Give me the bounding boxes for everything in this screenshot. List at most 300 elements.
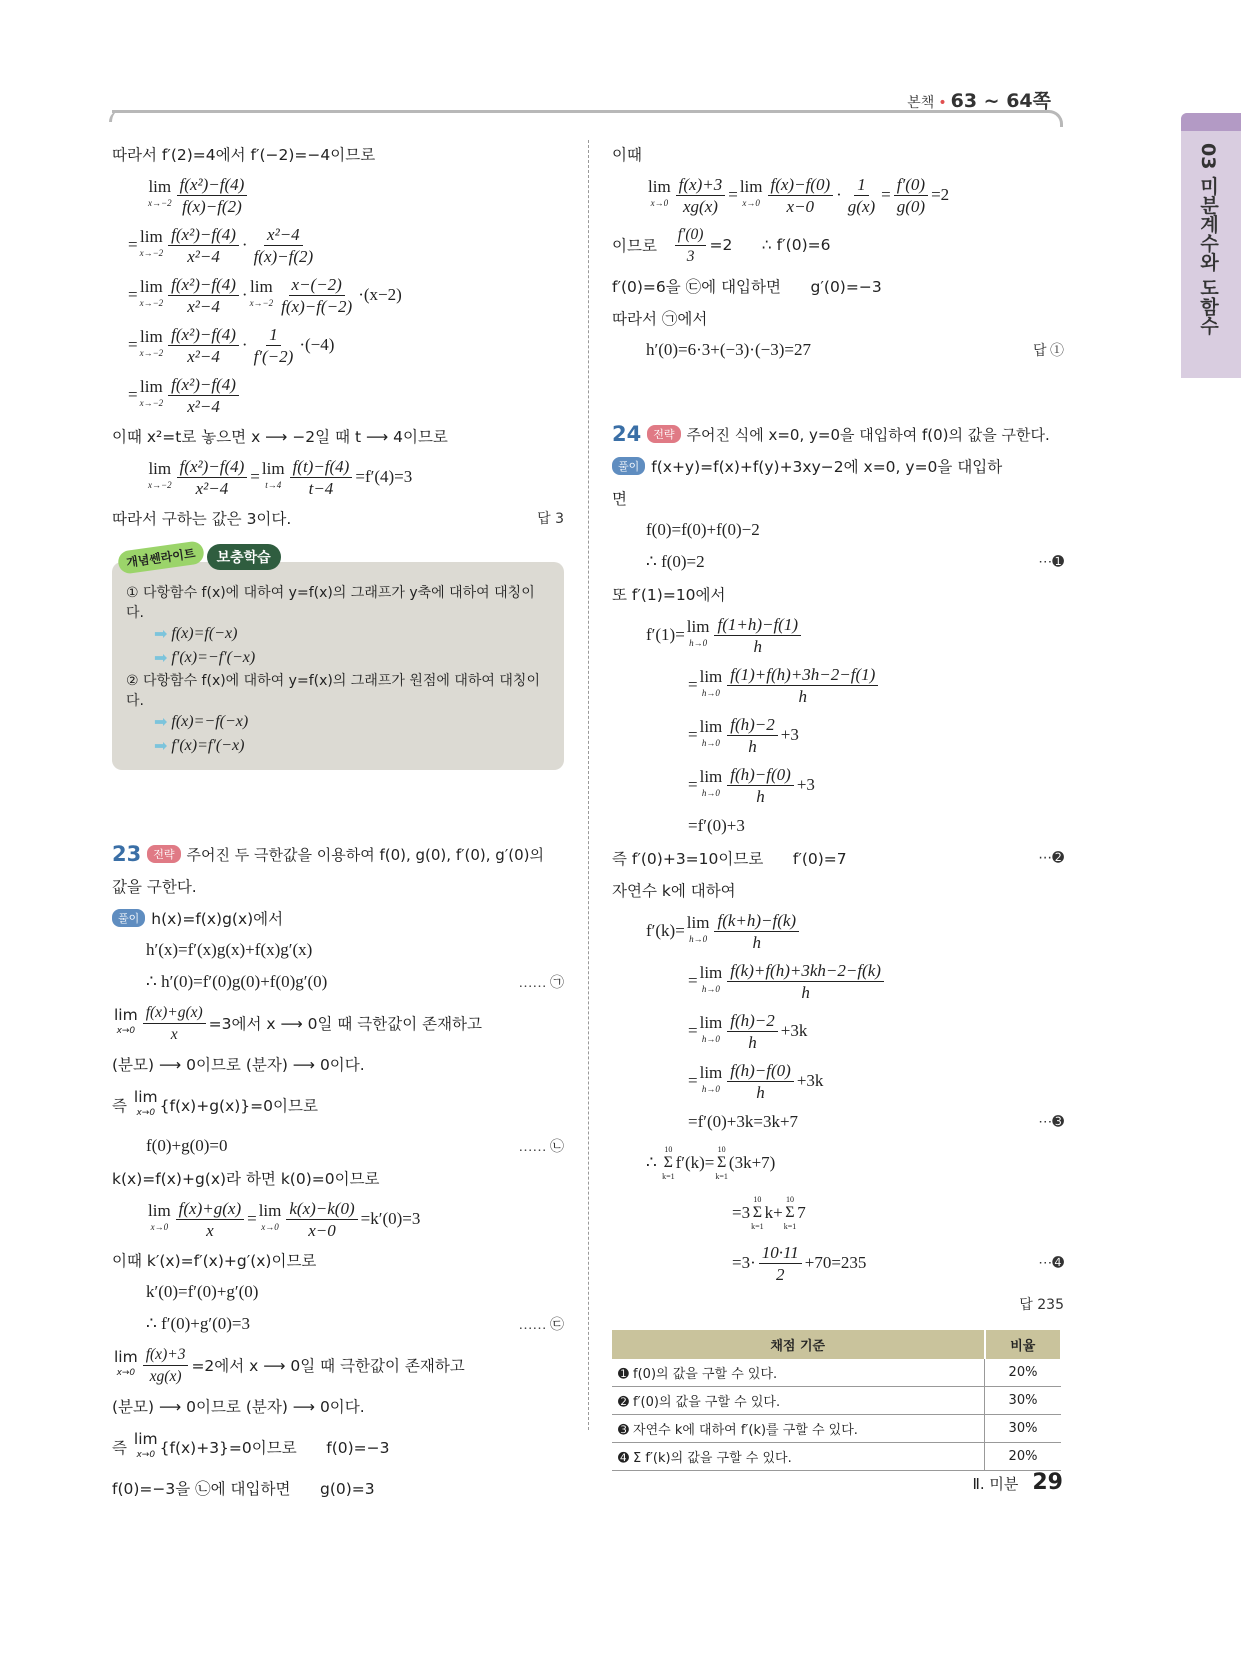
math-text: = — [247, 1209, 257, 1228]
numerator: f′(0) — [894, 174, 928, 196]
math-text: (3k+7) — [728, 1153, 776, 1172]
denominator: h — [801, 982, 810, 1002]
text-line — [112, 1194, 564, 1244]
lim-subscript: h→0 — [701, 984, 720, 994]
denominator: f(x)−f(−2) — [281, 296, 353, 316]
concept-formula: f(x)=−f(−x) — [171, 713, 249, 730]
chapter-tab-label: 03 미분계수와 도함수 — [1197, 143, 1219, 335]
math-text: 주어진 식에 x=0, y=0을 대입하여 f(0)의 값을 구한다. — [686, 425, 1050, 444]
lim-subscript: x→−2 — [139, 398, 164, 408]
numerator: 1 — [854, 174, 869, 196]
limit — [148, 461, 172, 493]
sum-upper: 10 — [785, 1195, 794, 1204]
math-text: = — [250, 467, 260, 486]
text-line — [112, 1244, 564, 1276]
numerator: f(t)−f(4) — [290, 456, 353, 478]
math-text: {f(x)+g(x)}=0이므로 — [159, 1097, 318, 1115]
numerator: f(x)+g(x) — [143, 1002, 206, 1024]
grading-criterion: ➌ 자연수 k에 대하여 f′(k)를 구할 수 있다. — [612, 1415, 985, 1443]
column-divider — [588, 140, 589, 1430]
fraction — [143, 1344, 189, 1387]
lim-text: lim — [133, 1430, 158, 1448]
arrow-icon: ➡ — [154, 650, 168, 667]
math-text: = — [881, 185, 891, 204]
limit — [114, 1007, 138, 1039]
fraction — [177, 456, 248, 499]
limit — [140, 229, 164, 261]
denominator: g(0) — [896, 196, 926, 216]
grading-criterion: ➋ f′(0)의 값을 구할 수 있다. — [612, 1387, 985, 1415]
math-text: 이때 k′(x)=f′(x)+g′(x)이므로 — [112, 1252, 317, 1270]
lim-text: lim — [686, 913, 710, 932]
lim-subscript: x→−2 — [249, 298, 274, 308]
limit — [700, 1065, 723, 1097]
math-text: h′(0)=6·3+(−3)·(−3)=27 — [646, 340, 811, 359]
lim-text: lim — [699, 963, 723, 982]
text-line — [112, 998, 564, 1048]
math-text: · — [241, 285, 248, 304]
math-text: ∴ — [646, 1153, 662, 1172]
numerator: f(h)−2 — [727, 714, 778, 736]
step-marker: …… ㉠ — [518, 976, 564, 991]
lim-subscript: h→0 — [701, 738, 720, 748]
limit — [262, 461, 285, 493]
text-line — [612, 810, 1064, 842]
math-text: 이므로 — [612, 237, 672, 255]
numerator: k(x)−k(0) — [286, 1198, 357, 1220]
numerator: f(k)+f(h)+3kh−2−f(k) — [727, 960, 884, 982]
math-text: = — [128, 385, 138, 404]
math-text: =3에서 x ⟶ 0일 때 극한값이 존재하고 — [208, 1015, 482, 1033]
limit — [700, 1015, 723, 1047]
math-text: +3k — [796, 1071, 824, 1090]
text-line — [612, 138, 1064, 170]
math-text: f′(k)= — [646, 921, 685, 940]
lim-text: lim — [114, 1348, 138, 1366]
lim-text: lim — [258, 1201, 282, 1220]
step-marker: …… ㉢ — [518, 1318, 564, 1333]
math-text: =f′(0)+3 — [688, 816, 745, 835]
lim-subscript: x→0 — [742, 198, 760, 208]
grading-row — [612, 1415, 1061, 1443]
math-text: h′(x)=f′(x)g(x)+f(x)g′(x) — [146, 940, 313, 959]
chapter-tab[interactable] — [1181, 113, 1241, 378]
denominator: x²−4 — [187, 246, 220, 266]
numerator: f(x²)−f(4) — [177, 456, 248, 478]
math-text: 이때 — [612, 146, 642, 164]
text-line — [612, 302, 1064, 334]
limit — [134, 1089, 158, 1121]
text-line — [112, 420, 564, 452]
math-text: +3 — [796, 775, 815, 794]
lim-subscript: h→0 — [701, 688, 720, 698]
math-text: 7 — [797, 1203, 806, 1222]
math-text: k+ — [764, 1203, 783, 1222]
math-text: f(0)=−3을 ㉡에 대입하면 g(0)=3 — [112, 1480, 375, 1498]
math-text: = — [128, 335, 138, 354]
limit — [740, 179, 763, 211]
math-text: =2에서 x ⟶ 0일 때 극한값이 존재하고 — [191, 1357, 465, 1375]
text-line — [112, 1422, 564, 1472]
numerator: f(x²)−f(4) — [177, 174, 248, 196]
numerator: f(1+h)−f(1) — [714, 614, 801, 636]
math-text: 즉 — [112, 1097, 132, 1115]
lim-subscript: x→−2 — [139, 298, 164, 308]
lim-subscript: h→0 — [689, 638, 708, 648]
sigma-icon: Σ — [785, 1204, 795, 1221]
concept-box-tag — [118, 544, 281, 570]
sum-lower: k=1 — [751, 1222, 764, 1231]
lim-text: lim — [686, 617, 710, 636]
text-line — [612, 334, 1064, 366]
fraction — [168, 374, 239, 417]
step-marker: …… ㉡ — [518, 1140, 564, 1155]
text-line — [112, 1276, 564, 1308]
denominator: h — [752, 932, 762, 952]
limit — [250, 279, 274, 311]
math-text: 즉 — [112, 1439, 132, 1457]
strategy-badge: 전략 — [647, 425, 680, 443]
lim-text: lim — [261, 459, 285, 478]
text-line — [112, 1080, 564, 1130]
limit — [140, 329, 164, 361]
sum-lower: k=1 — [662, 1172, 675, 1181]
text-line — [612, 1138, 1064, 1188]
denominator: f(x)−f(2) — [182, 196, 242, 216]
lim-text: lim — [699, 767, 723, 786]
step-marker: 답 3 — [537, 511, 564, 527]
header-rule — [112, 110, 1063, 127]
lim-subscript: h→0 — [689, 934, 708, 944]
text-line — [112, 934, 564, 966]
step-marker: ⋯➍ — [1038, 1255, 1064, 1271]
grading-header-ratio: 비율 — [985, 1330, 1062, 1359]
grading-criterion: ➍ Σ f′(k)의 값을 구할 수 있다. — [612, 1443, 985, 1471]
dot-icon: • — [938, 95, 947, 111]
problem-23-24 — [612, 138, 1064, 1320]
text-line — [612, 220, 1064, 270]
limit — [700, 719, 723, 751]
text-line — [612, 710, 1064, 760]
math-text: h(x)=f(x)g(x)에서 — [151, 910, 284, 928]
denominator: x−0 — [308, 1220, 336, 1240]
fraction — [676, 174, 726, 217]
math-text: = — [688, 675, 698, 694]
text-line — [112, 320, 564, 370]
limit — [134, 1431, 158, 1463]
limit — [700, 965, 723, 997]
fraction — [286, 1198, 357, 1241]
math-text: ∴ f′(0)+g′(0)=3 — [146, 1314, 250, 1333]
page-reference — [907, 86, 1051, 113]
fraction — [168, 324, 239, 367]
numerator: f(x²)−f(4) — [168, 224, 239, 246]
grading-ratio: 30% — [985, 1387, 1062, 1415]
math-text: f(x+y)=f(x)+f(y)+3xy−2에 x=0, y=0을 대입하 — [651, 458, 1003, 476]
denominator: x²−4 — [187, 346, 220, 366]
limit — [140, 379, 164, 411]
lim-text: lim — [699, 667, 723, 686]
concept-item: ② 다항함수 f(x)에 대하여 y=f(x)의 그래프가 원점에 대하여 대칭이다. — [126, 673, 540, 709]
fraction — [727, 960, 884, 1003]
math-text: f′(k)= — [675, 1153, 715, 1172]
numerator: f(x²)−f(4) — [168, 324, 239, 346]
text-line — [612, 956, 1064, 1006]
fraction — [768, 174, 834, 217]
text-line — [112, 370, 564, 420]
denominator: h — [748, 736, 757, 756]
math-text: =f′(0)+3k=3k+7 — [688, 1112, 799, 1131]
strategy-badge: 전략 — [147, 845, 180, 863]
right-column — [612, 138, 1064, 1471]
denominator: h — [753, 636, 762, 656]
numerator: f(k+h)−f(k) — [714, 910, 799, 932]
math-text: = — [688, 775, 698, 794]
text-line — [612, 842, 1064, 874]
grading-row — [612, 1443, 1061, 1471]
text-line — [112, 138, 564, 170]
left-column — [112, 138, 564, 1504]
math-text: · — [241, 335, 248, 354]
text-line — [612, 418, 1064, 450]
math-text: = — [688, 1021, 698, 1040]
concept-subitem — [126, 646, 550, 670]
text-line — [112, 1048, 564, 1080]
text-line — [612, 1188, 1064, 1238]
math-text: = — [688, 1071, 698, 1090]
numerator: x²−4 — [264, 224, 303, 246]
sum-lower: k=1 — [715, 1172, 728, 1181]
numerator: f′(0) — [675, 224, 707, 246]
lim-subscript: x→−2 — [139, 348, 164, 358]
fraction — [759, 1242, 802, 1285]
text-line — [612, 270, 1064, 302]
fraction — [177, 174, 248, 217]
math-text: 면 — [612, 490, 627, 508]
math-text: f′(0)=6을 ㉢에 대입하면 g′(0)=−3 — [612, 278, 882, 296]
denominator: f(x)−f(2) — [253, 246, 314, 266]
text-line — [612, 450, 1064, 482]
problem-23 — [112, 838, 564, 1504]
text-line — [112, 1308, 564, 1340]
lim-subscript: h→0 — [701, 1034, 720, 1044]
limit — [648, 179, 671, 211]
numerator: f(x)+3 — [143, 1344, 189, 1366]
math-text: 또 f′(1)=10에서 — [612, 586, 726, 604]
fraction — [727, 714, 778, 757]
arrow-icon: ➡ — [154, 714, 168, 731]
grading-ratio: 30% — [985, 1415, 1062, 1443]
fraction — [143, 1002, 206, 1045]
denominator: xg(x) — [149, 1367, 182, 1385]
math-text: +3k — [780, 1021, 808, 1040]
step-marker: ⋯➌ — [1038, 1114, 1064, 1130]
concept-box-title: 보충학습 — [207, 544, 281, 570]
denominator: x²−4 — [187, 396, 220, 416]
sigma-icon: Σ — [663, 1154, 673, 1171]
text-line — [612, 366, 1064, 418]
math-text: 따라서 구하는 값은 3이다. — [112, 510, 292, 528]
math-text: ∴ h′(0)=f′(0)g(0)+f(0)g′(0) — [146, 972, 328, 991]
problem-number: 23 — [112, 842, 142, 866]
fraction — [845, 174, 878, 217]
math-text: 따라서 f′(2)=4에서 f′(−2)=−4이므로 — [112, 146, 376, 164]
lim-subscript: x→0 — [116, 1026, 136, 1036]
concept-item: ① 다항함수 f(x)에 대하여 y=f(x)의 그래프가 y축에 대하여 대칭이다. — [126, 585, 535, 621]
text-line — [612, 514, 1064, 546]
fraction — [251, 224, 317, 267]
lim-text: lim — [148, 177, 172, 196]
summation — [715, 1144, 728, 1182]
summation — [751, 1194, 764, 1232]
text-line — [112, 870, 564, 902]
limit — [148, 1203, 171, 1235]
math-text: 이때 x²=t로 놓으면 x ⟶ −2일 때 t ⟶ 4이므로 — [112, 428, 448, 446]
book-label: 본책 — [907, 95, 935, 111]
denominator: h — [748, 1032, 757, 1052]
arrow-icon: ➡ — [154, 738, 168, 755]
fraction — [714, 910, 799, 953]
text-line — [612, 610, 1064, 660]
math-text: ∴ f(0)=2 — [646, 552, 705, 571]
sum-upper: 10 — [753, 1195, 762, 1204]
grading-row — [612, 1359, 1061, 1387]
step-marker: ⋯➋ — [1038, 850, 1064, 866]
page-footer — [972, 1470, 1063, 1495]
math-text: = — [128, 285, 138, 304]
text-line — [612, 906, 1064, 956]
grading-ratio: 20% — [985, 1359, 1062, 1387]
text-line — [112, 452, 564, 502]
denominator: x²−4 — [187, 296, 220, 316]
numerator: f(x²)−f(4) — [168, 374, 239, 396]
math-text: f(0)=f(0)+f(0)−2 — [646, 520, 760, 539]
sum-lower: k=1 — [783, 1222, 797, 1231]
limit — [140, 279, 164, 311]
lim-text: lim — [699, 717, 723, 736]
limit — [148, 179, 172, 211]
spacer — [112, 770, 564, 838]
grading-criterion: ➊ f(0)의 값을 구할 수 있다. — [612, 1359, 985, 1387]
text-line — [112, 838, 564, 870]
concept-formula: f′(x)=−f′(−x) — [171, 649, 256, 666]
problem-number: 24 — [612, 422, 642, 446]
fraction — [727, 1060, 794, 1103]
solution-badge: 풀이 — [112, 909, 145, 927]
fraction — [278, 274, 355, 317]
text-line — [112, 1472, 564, 1504]
denominator: h — [798, 686, 808, 706]
sum-upper: 10 — [664, 1145, 673, 1154]
lim-subscript: x→0 — [261, 1222, 279, 1232]
text-line — [112, 270, 564, 320]
lim-text: lim — [140, 327, 163, 346]
limit — [700, 769, 723, 801]
text-line — [612, 546, 1064, 578]
step-marker: 답 ① — [1032, 344, 1064, 359]
grading-header-criteria: 채점 기준 — [612, 1330, 985, 1359]
text-line — [612, 578, 1064, 610]
text-line — [612, 760, 1064, 810]
concept-formula: f′(x)=f′(−x) — [171, 737, 245, 754]
text-line — [612, 482, 1064, 514]
lim-text: lim — [250, 277, 273, 296]
math-text: f(0)+g(0)=0 — [146, 1136, 228, 1155]
math-text: 자연수 k에 대하여 — [612, 882, 736, 900]
numerator: f(1)+f(h)+3h−2−f(1) — [727, 664, 878, 686]
grading-row — [612, 1387, 1061, 1415]
lim-subscript: x→−2 — [139, 248, 164, 258]
lim-subscript: x→0 — [136, 1450, 156, 1460]
fraction — [168, 224, 239, 267]
solution-badge: 풀이 — [612, 457, 645, 475]
lim-text: lim — [133, 1088, 158, 1106]
numerator: f(h)−f(0) — [727, 764, 794, 786]
numerator: f(x²)−f(4) — [168, 274, 239, 296]
numerator: 1 — [266, 324, 281, 346]
text-line — [612, 1238, 1064, 1288]
lim-subscript: t→4 — [265, 480, 282, 490]
math-text: ·(x−2) — [358, 285, 402, 304]
math-text: = — [128, 235, 138, 254]
text-line — [612, 170, 1064, 220]
denominator: h — [756, 1082, 765, 1102]
math-text: =2 — [931, 185, 950, 204]
math-text: 값을 구한다. — [112, 878, 197, 896]
math-text: · — [836, 185, 842, 204]
sigma-icon: Σ — [716, 1154, 727, 1171]
math-text: =2 ∴ f′(0)=6 — [709, 236, 831, 254]
sigma-icon: Σ — [752, 1204, 762, 1221]
math-text: 따라서 ㉠에서 — [612, 310, 708, 328]
text-line — [112, 1130, 564, 1162]
math-text: 주어진 두 극한값을 이용하여 f(0), g(0), f′(0), g′(0)의 — [186, 845, 544, 864]
concept-subitem — [126, 622, 550, 646]
math-text: = — [688, 971, 698, 990]
text-line — [112, 170, 564, 220]
summation — [784, 1194, 797, 1232]
lim-subscript: x→−2 — [148, 480, 172, 490]
lim-subscript: x→−2 — [148, 198, 172, 208]
text-line — [112, 502, 564, 534]
sum-upper: 10 — [717, 1145, 726, 1154]
math-text: =k′(0)=3 — [360, 1209, 421, 1228]
page-number: 29 — [1032, 1470, 1063, 1495]
step-marker: 답 235 — [1019, 1297, 1064, 1313]
arrow-icon: ➡ — [154, 626, 168, 643]
concept-tag-label: 개념쎈라이트 — [117, 540, 205, 575]
fraction — [168, 274, 239, 317]
step-marker: ⋯➊ — [1038, 554, 1064, 570]
lim-text: lim — [699, 1013, 723, 1032]
math-text: =3 — [732, 1203, 751, 1222]
fraction — [714, 614, 801, 657]
fraction — [290, 456, 353, 499]
numerator: f(x)−f(0) — [768, 174, 834, 196]
lim-text: lim — [114, 1006, 138, 1024]
numerator: f(h)−f(0) — [727, 1060, 794, 1082]
text-line — [612, 1106, 1064, 1138]
fraction — [675, 224, 707, 267]
numerator: f(x)+3 — [676, 174, 726, 196]
summation — [662, 1144, 675, 1182]
solution-22-continued — [112, 138, 564, 534]
text-line — [612, 660, 1064, 710]
text-line — [112, 220, 564, 270]
numerator: x−(−2) — [289, 274, 345, 296]
fraction — [251, 324, 297, 367]
denominator: h — [756, 786, 765, 806]
